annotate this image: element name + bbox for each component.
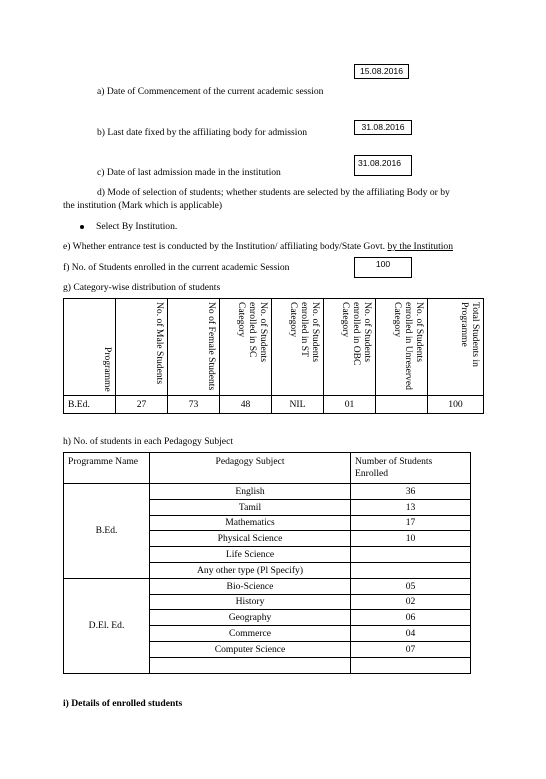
subject-cell: Computer Science bbox=[150, 641, 351, 657]
category-table bbox=[63, 298, 484, 414]
category-header-row bbox=[64, 299, 484, 396]
mode-value: Select By Institution. bbox=[96, 221, 178, 232]
cell-sc: 48 bbox=[220, 396, 272, 414]
mode-value-item bbox=[80, 221, 177, 232]
cell-female: 73 bbox=[168, 396, 220, 414]
commencement-label: a) Date of Commencement of the current academic session bbox=[97, 86, 324, 97]
programme-deled: D.El. Ed. bbox=[64, 578, 150, 673]
subject-cell: Geography bbox=[150, 610, 351, 626]
count-cell bbox=[351, 657, 471, 673]
last-admission-label: c) Date of last admission made in the institution bbox=[97, 167, 281, 178]
category-label: g) Category-wise distribution of students bbox=[63, 282, 221, 293]
count-cell: 13 bbox=[351, 499, 471, 515]
table-row bbox=[64, 484, 471, 500]
category-data-row bbox=[64, 396, 484, 414]
header-st: No. of Students enrolled in ST Category bbox=[272, 299, 324, 396]
header-total: Total Students in Programme bbox=[428, 299, 484, 396]
subject-cell: Mathematics bbox=[150, 515, 351, 531]
header-obc: No. of Students enrolled in OBC Category bbox=[324, 299, 376, 396]
header-male: No. of Male Students bbox=[116, 299, 168, 396]
enrolled-value: 100 bbox=[375, 259, 391, 269]
entrance-label: e) Whether entrance test is conducted by the Institution/ affiliating body/State Govt. bbox=[63, 241, 386, 252]
header-female: No of Female Students bbox=[168, 299, 220, 396]
table-row bbox=[64, 578, 471, 594]
header-sc: No. of Students enrolled in SC Category bbox=[220, 299, 272, 396]
last-date-value: 31.08.2016 bbox=[361, 122, 405, 132]
header-programme: Programme bbox=[64, 299, 116, 396]
subject-cell: Any other type (Pl Specify) bbox=[150, 562, 351, 578]
cell-obc: 01 bbox=[324, 396, 376, 414]
subject-cell: History bbox=[150, 594, 351, 610]
count-cell bbox=[351, 562, 471, 578]
count-cell: 05 bbox=[351, 578, 471, 594]
subject-cell: English bbox=[150, 484, 351, 500]
subject-cell: Physical Science bbox=[150, 531, 351, 547]
count-cell: 02 bbox=[351, 594, 471, 610]
programme-bed: B.Ed. bbox=[64, 484, 150, 579]
mode-line-1: d) Mode of selection of students; whether students are selected by the affiliating Body or by bbox=[97, 187, 450, 198]
pedagogy-label: h) No. of students in each Pedagogy Subject bbox=[63, 436, 233, 447]
header-programme-name: Programme Name bbox=[64, 453, 150, 484]
count-cell: 07 bbox=[351, 641, 471, 657]
pedagogy-header-row bbox=[64, 453, 471, 484]
bullet-icon bbox=[80, 225, 84, 229]
enrolled-box bbox=[354, 257, 412, 278]
count-cell: 06 bbox=[351, 610, 471, 626]
details-heading: i) Details of enrolled students bbox=[63, 698, 183, 709]
subject-cell: Commerce bbox=[150, 626, 351, 642]
enrolled-label: f) No. of Students enrolled in the current academic Session bbox=[63, 262, 290, 273]
subject-cell: Tamil bbox=[150, 499, 351, 515]
last-date-box bbox=[354, 120, 412, 135]
count-cell: 36 bbox=[351, 484, 471, 500]
cell-male: 27 bbox=[116, 396, 168, 414]
cell-unreserved bbox=[376, 396, 428, 414]
header-unreserved: No. of Students enrolled in Unreserved Category bbox=[376, 299, 428, 396]
header-pedagogy-subject: Pedagogy Subject bbox=[150, 453, 351, 484]
header-students-enrolled: Number of Students Enrolled bbox=[351, 453, 471, 484]
entrance-row bbox=[63, 241, 453, 252]
count-cell bbox=[351, 547, 471, 563]
count-cell: 10 bbox=[351, 531, 471, 547]
last-admission-box bbox=[354, 155, 412, 176]
commencement-date-value: 15.08.2016 bbox=[359, 66, 403, 76]
count-cell: 17 bbox=[351, 515, 471, 531]
count-cell: 04 bbox=[351, 626, 471, 642]
subject-cell: Bio-Science bbox=[150, 578, 351, 594]
cell-total: 100 bbox=[428, 396, 484, 414]
subject-cell: Life Science bbox=[150, 547, 351, 563]
subject-cell bbox=[150, 657, 351, 673]
mode-line-2: the institution (Mark which is applicable) bbox=[63, 200, 223, 211]
last-admission-value: 31.08.2016 bbox=[358, 158, 402, 168]
last-date-label: b) Last date fixed by the affiliating body for admission bbox=[97, 127, 308, 138]
cell-st: NIL bbox=[272, 396, 324, 414]
cell-programme: B.Ed. bbox=[64, 396, 116, 414]
entrance-value: by the Institution bbox=[387, 241, 453, 252]
pedagogy-table bbox=[63, 452, 471, 674]
commencement-date-box bbox=[354, 64, 409, 79]
